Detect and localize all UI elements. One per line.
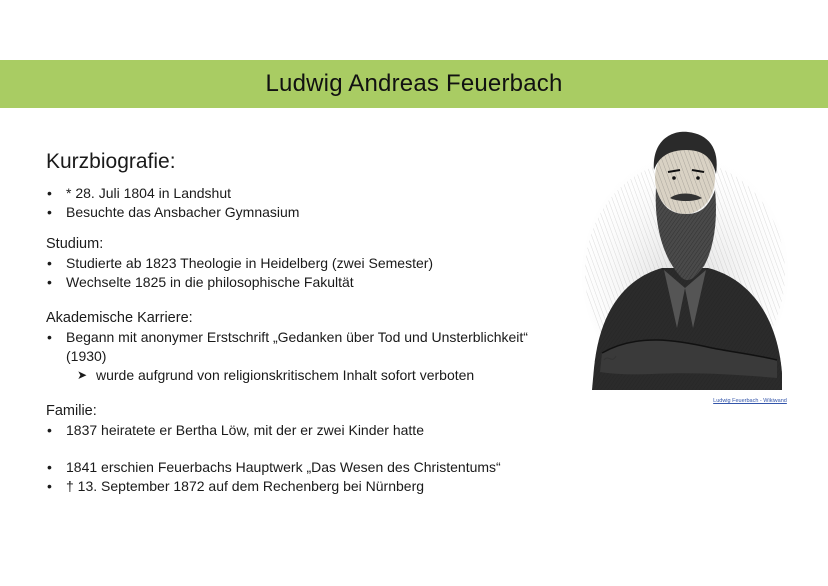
title-bar (0, 60, 828, 108)
biography-heading: Kurzbiografie: (46, 150, 176, 173)
list-item: • 1841 erschien Feuerbachs Hauptwerk „Das Wesen des Christentums“ (46, 458, 566, 477)
biography-content (46, 150, 566, 496)
intro-list (46, 184, 566, 222)
portrait-image (582, 128, 788, 390)
sub-list-item (46, 366, 566, 385)
list-item: • * 28. Juli 1804 in Landshut (46, 184, 566, 203)
arrow-bullet-icon: ➤ (77, 368, 88, 382)
sub-list-item-text: wurde aufgrund von religionskritischem Inhalt sofort verboten (96, 367, 475, 383)
studium-list (46, 254, 566, 292)
list-item: • 1837 heiratete er Bertha Löw, mit der er zwei Kinder hatte (46, 421, 566, 440)
familie-heading: Familie: (46, 403, 97, 419)
page-title: Ludwig Andreas Feuerbach (265, 70, 563, 97)
familie-list (46, 421, 566, 440)
karriere-heading: Akademische Karriere: (46, 310, 193, 326)
karriere-list (46, 328, 566, 366)
list-item: • Begann mit anonymer Erstschrift „Gedanken über Tod und Unsterblichkeit“ (1930) (46, 328, 566, 366)
karriere-sub-list (46, 366, 566, 385)
list-item: • Wechselte 1825 in die philosophische Fakultät (46, 273, 566, 292)
list-item: • Besuchte das Ansbacher Gymnasium (46, 203, 566, 222)
studium-heading: Studium: (46, 236, 104, 252)
list-item: • Studierte ab 1823 Theologie in Heidelberg (zwei Semester) (46, 254, 566, 273)
image-source-link[interactable]: Ludwig Feuerbach - Wikiwand (713, 398, 787, 404)
final-list (46, 458, 566, 496)
list-item: • † 13. September 1872 auf dem Rechenberg bei Nürnberg (46, 477, 566, 496)
